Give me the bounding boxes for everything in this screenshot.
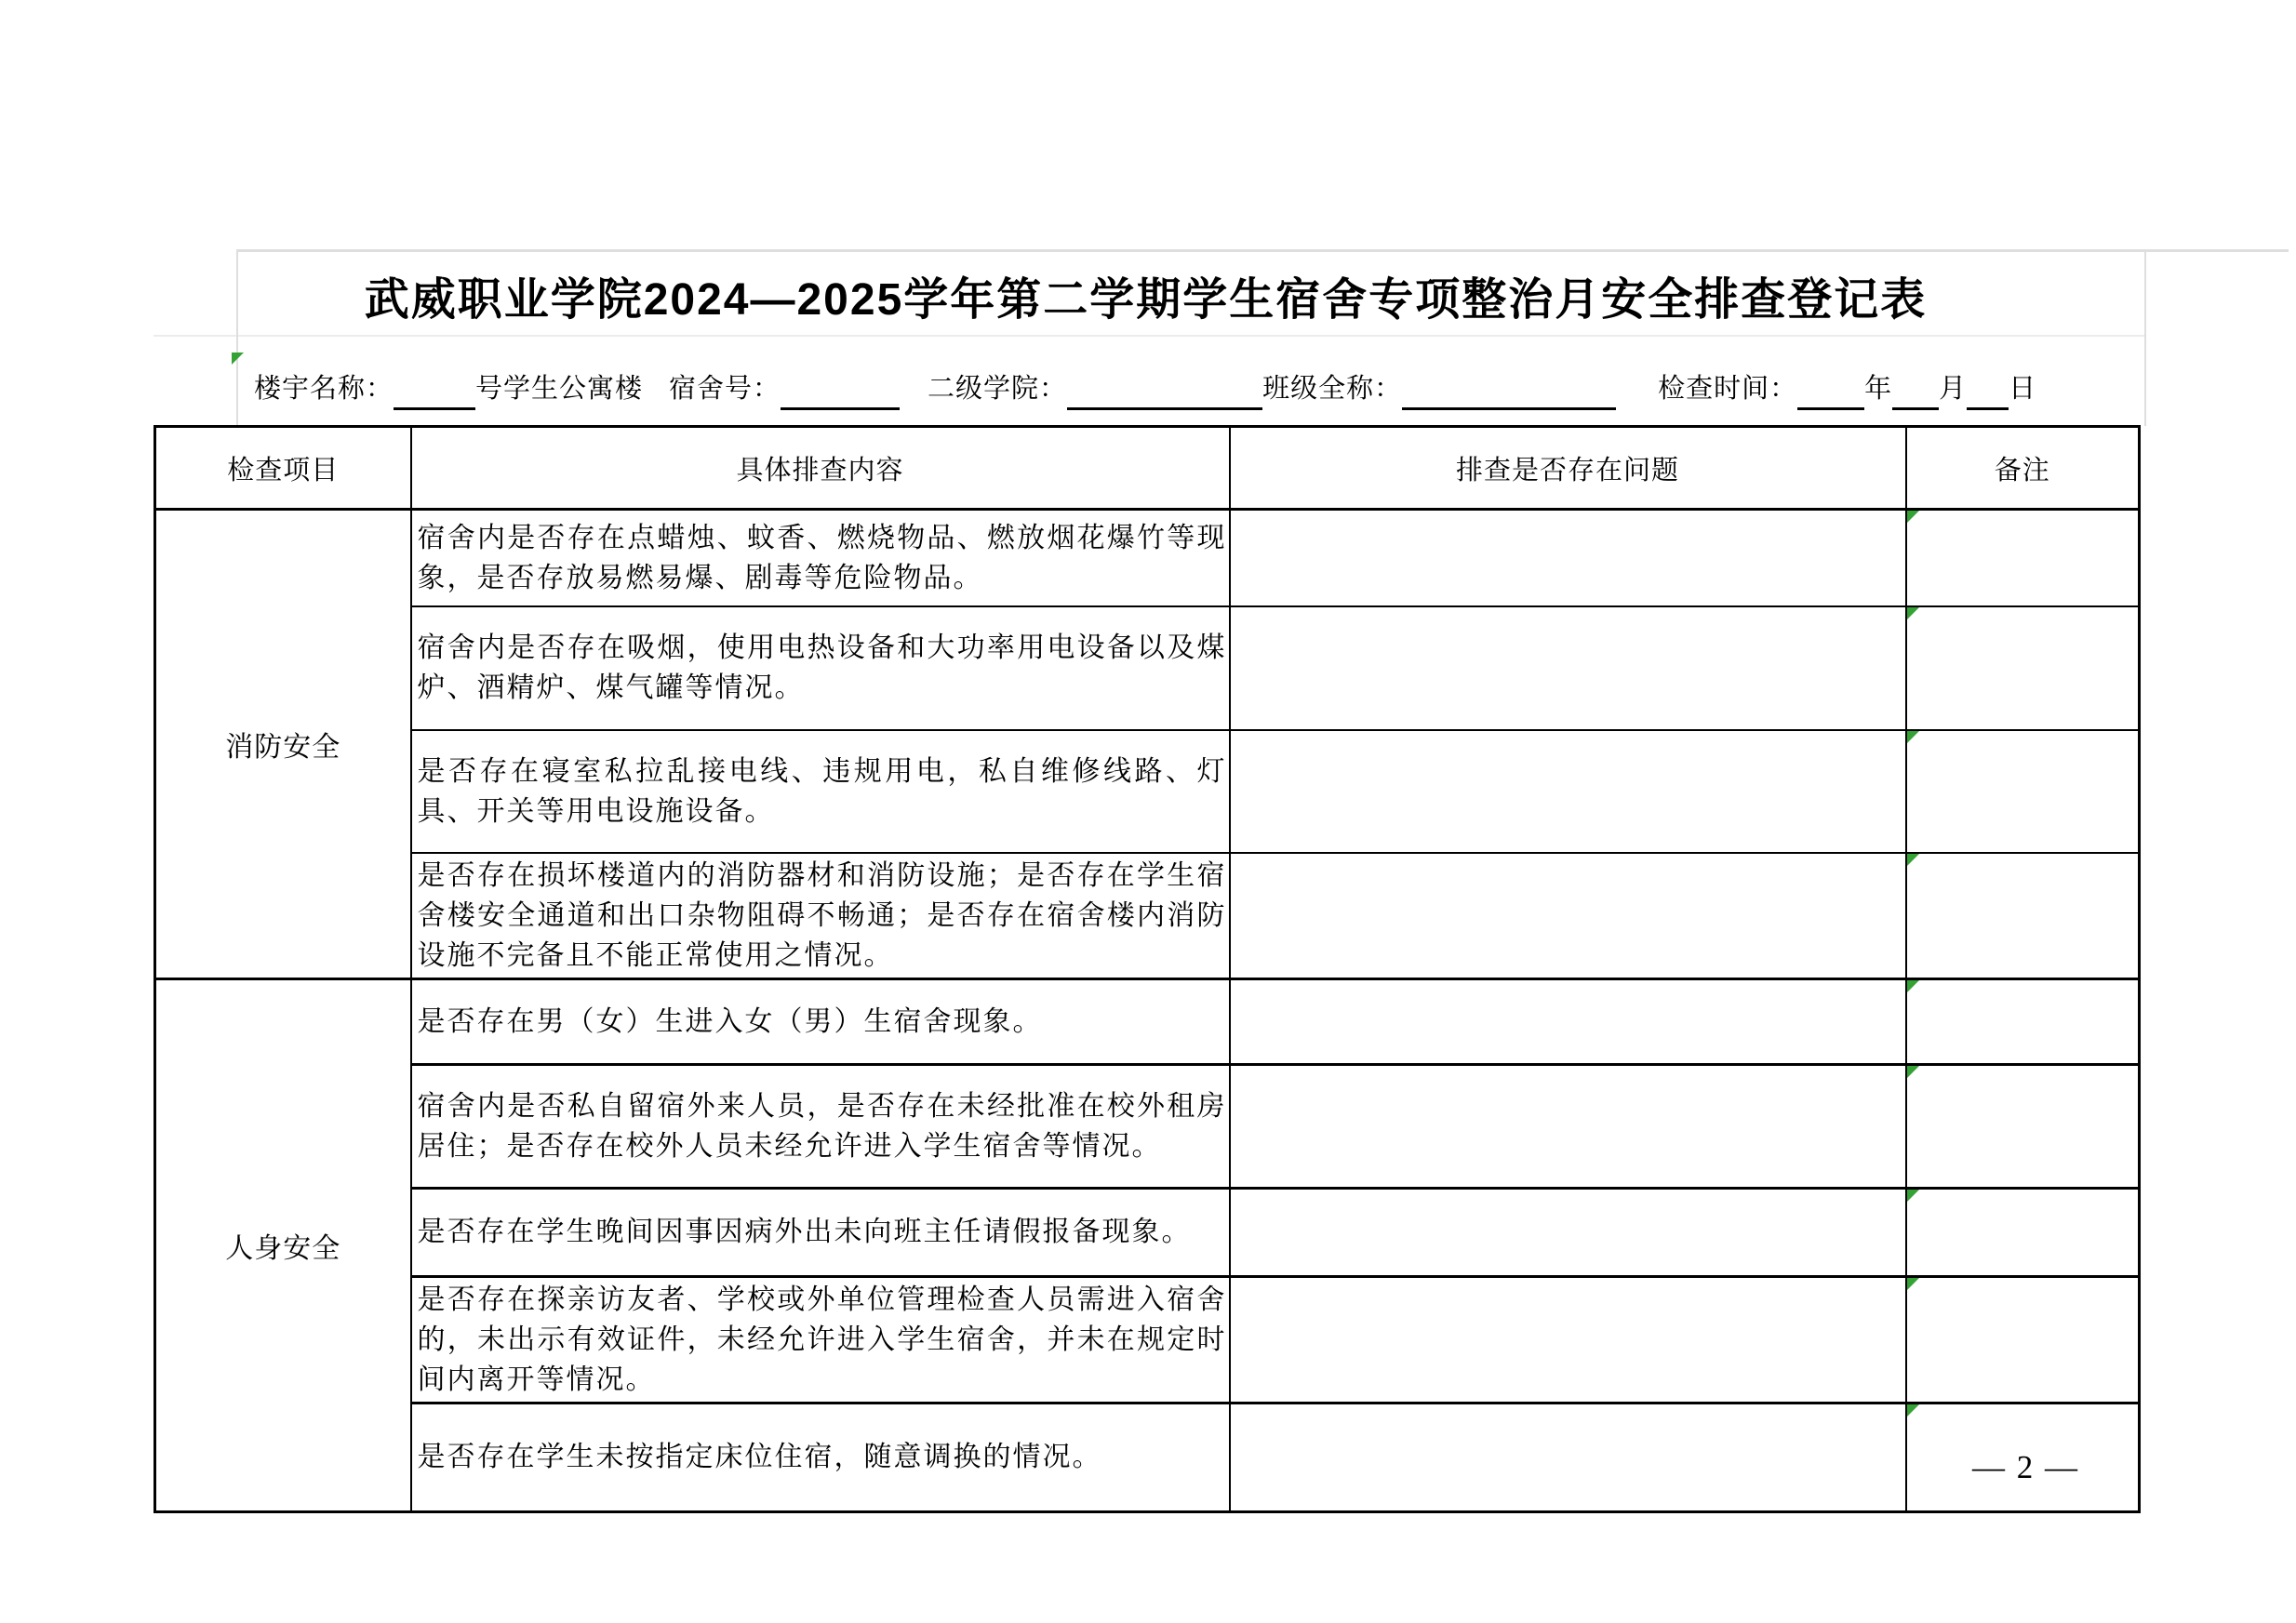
table-row bbox=[155, 1403, 2140, 1511]
content-cell: 是否存在损坏楼道内的消防器材和消防设施；是否存在学生宿舍楼安全通道和出口杂物阻碍不畅通；是否存在宿舍楼内消防设施不完备且不能正常使用之情况。 bbox=[411, 853, 1230, 979]
inspection-table bbox=[154, 425, 2141, 1513]
form-blank-field-4[interactable] bbox=[1797, 370, 1864, 410]
content-cell: 宿舍内是否存在点蜡烛、蚊香、燃烧物品、燃放烟花爆竹等现象，是否存放易燃易爆、剧毒等危险物品。 bbox=[411, 510, 1230, 606]
problem-input-cell[interactable] bbox=[1230, 730, 1906, 853]
problem-input-cell[interactable] bbox=[1230, 978, 1906, 1064]
remark-input-cell[interactable] bbox=[1906, 1276, 2140, 1403]
table-row bbox=[155, 510, 2140, 606]
remark-input-cell[interactable] bbox=[1906, 1064, 2140, 1188]
comment-marker-icon bbox=[232, 353, 244, 365]
table-row bbox=[155, 1064, 2140, 1188]
header-problem-found: 排查是否存在问题 bbox=[1230, 427, 1906, 510]
form-label: 宿舍号： bbox=[669, 374, 781, 404]
page-number: — 2 — bbox=[1972, 1449, 2079, 1485]
comment-marker-icon bbox=[1907, 1404, 1919, 1417]
content-cell: 是否存在寝室私拉乱接电线、违规用电，私自维修线路、灯具、开关等用电设施设备。 bbox=[411, 730, 1230, 853]
content-cell: 是否存在学生晚间因事因病外出未向班主任请假报备现象。 bbox=[411, 1188, 1230, 1276]
remark-input-cell[interactable] bbox=[1906, 606, 2140, 730]
remark-input-cell[interactable] bbox=[1906, 1188, 2140, 1276]
remark-input-cell[interactable] bbox=[1906, 978, 2140, 1064]
comment-marker-icon bbox=[1907, 731, 1919, 743]
header-inspection-content: 具体排查内容 bbox=[411, 427, 1230, 510]
remark-input-cell[interactable] bbox=[1906, 853, 2140, 979]
problem-input-cell[interactable] bbox=[1230, 1403, 1906, 1511]
form-label: 班级全称： bbox=[1262, 374, 1403, 404]
category-cell: 消防安全 bbox=[155, 510, 411, 979]
form-blank-field-5[interactable] bbox=[1892, 370, 1939, 410]
problem-input-cell[interactable] bbox=[1230, 510, 1906, 606]
form-label: 楼宇名称： bbox=[254, 374, 394, 404]
comment-marker-icon bbox=[1907, 980, 1919, 992]
form-label: 月 bbox=[1939, 374, 1968, 404]
content-cell: 是否存在男（女）生进入女（男）生宿舍现象。 bbox=[411, 978, 1230, 1064]
table-row bbox=[155, 978, 2140, 1064]
header-inspection-item: 检查项目 bbox=[155, 427, 411, 510]
table-row bbox=[155, 730, 2140, 853]
comment-marker-icon bbox=[1907, 511, 1919, 523]
print-area-guide-under-title bbox=[154, 335, 2146, 337]
comment-marker-icon bbox=[1907, 854, 1919, 866]
header-remarks: 备注 bbox=[1906, 427, 2140, 510]
comment-marker-icon bbox=[1907, 1190, 1919, 1202]
problem-input-cell[interactable] bbox=[1230, 1064, 1906, 1188]
form-blank-field-2[interactable] bbox=[1067, 370, 1262, 410]
content-cell: 是否存在探亲访友者、学校或外单位管理检查人员需进入宿舍的，未出示有效证件，未经允许进入学生宿舍，并未在规定时间内离开等情况。 bbox=[411, 1276, 1230, 1403]
content-cell: 是否存在学生未按指定床位住宿，随意调换的情况。 bbox=[411, 1403, 1230, 1511]
form-blank-field-0[interactable] bbox=[394, 370, 475, 410]
form-blank-field-3[interactable] bbox=[1402, 370, 1616, 410]
table-row bbox=[155, 853, 2140, 979]
comment-marker-icon bbox=[1907, 1066, 1919, 1078]
comment-marker-icon bbox=[1907, 607, 1919, 619]
category-cell: 人身安全 bbox=[155, 978, 411, 1511]
table-body bbox=[155, 510, 2140, 1512]
form-label: 日 bbox=[2009, 374, 2037, 404]
form-label: 年 bbox=[1864, 374, 1893, 404]
content-cell: 宿舍内是否存在吸烟，使用电热设备和大功率用电设备以及煤炉、酒精炉、煤气罐等情况。 bbox=[411, 606, 1230, 730]
remark-input-cell[interactable] bbox=[1906, 730, 2140, 853]
problem-input-cell[interactable] bbox=[1230, 606, 1906, 730]
table-head bbox=[155, 427, 2140, 510]
problem-input-cell[interactable] bbox=[1230, 1188, 1906, 1276]
problem-input-cell[interactable] bbox=[1230, 853, 1906, 979]
table-row bbox=[155, 1188, 2140, 1276]
form-label: 二级学院： bbox=[928, 374, 1068, 404]
table-row bbox=[155, 606, 2140, 730]
form-label: 检查时间： bbox=[1658, 374, 1798, 404]
form-blank-field-6[interactable] bbox=[1967, 370, 2009, 410]
problem-input-cell[interactable] bbox=[1230, 1276, 1906, 1403]
form-label: 号学生公寓楼 bbox=[475, 374, 644, 404]
remark-input-cell[interactable] bbox=[1906, 510, 2140, 606]
print-area-guide-top bbox=[237, 249, 2289, 252]
table-row bbox=[155, 1276, 2140, 1403]
print-area-guide-right bbox=[2144, 249, 2146, 426]
comment-marker-icon bbox=[1907, 1278, 1919, 1290]
form-blank-field-1[interactable] bbox=[781, 370, 900, 410]
form-fields-row bbox=[254, 367, 2036, 410]
content-cell: 宿舍内是否私自留宿外来人员，是否存在未经批准在校外租房居住；是否存在校外人员未经允许进入学生宿舍等情况。 bbox=[411, 1064, 1230, 1188]
page-title: 武威职业学院2024—2025学年第二学期学生宿舍专项整治月安全排查登记表 bbox=[364, 275, 1928, 325]
